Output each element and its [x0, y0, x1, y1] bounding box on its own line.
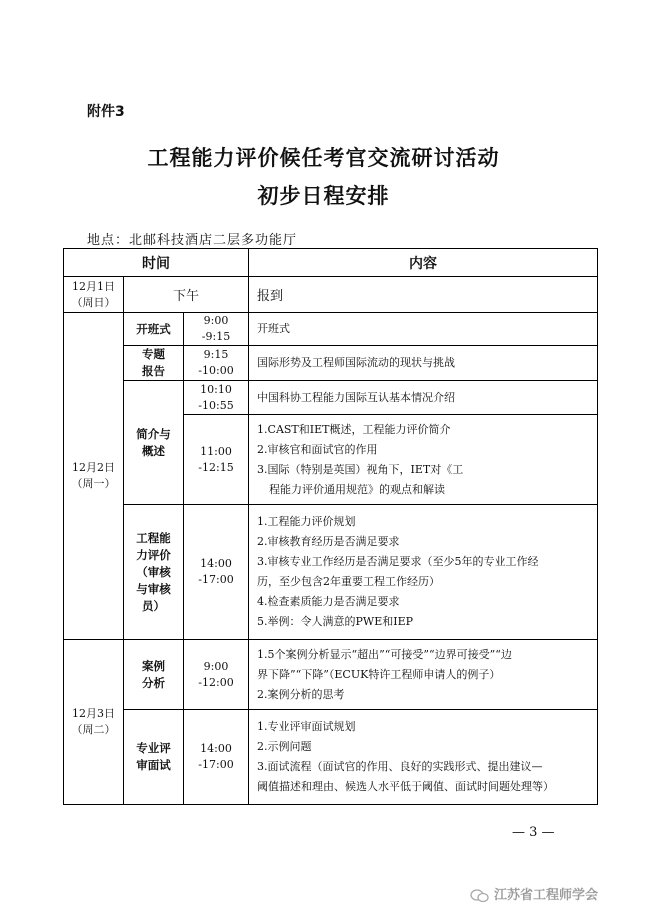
time-start: 10:10	[200, 382, 232, 396]
content-item: 中国科协工程能力国际互认基本情况介绍	[257, 390, 456, 404]
content-item: 1.5个案例分析显示“超出”“可接受”“边界可接受”“边	[257, 647, 512, 661]
day-weekday: （周日）	[71, 295, 116, 309]
content-cell	[249, 313, 598, 346]
activity-cell	[124, 381, 184, 505]
activity-cell	[124, 640, 184, 710]
activity-cell	[124, 505, 184, 640]
activity-line: （审核	[136, 564, 171, 579]
content-item: 2.示例问题	[257, 740, 312, 753]
table-row	[64, 640, 598, 710]
time-start: 9:00	[203, 659, 229, 673]
day-cell	[64, 640, 124, 805]
content-item: 2.审核官和面试官的作用	[257, 442, 378, 456]
activity-line: 概述	[142, 443, 165, 458]
content-item: 3.国际（特别是英国）视角下，IET对《工	[257, 462, 464, 476]
content-item: 4.检查素质能力是否满足要求	[257, 595, 400, 608]
content-cell	[249, 710, 598, 805]
document-title: 工程能力评价候任考官交流研讨活动	[147, 146, 500, 170]
time-start: 14:00	[200, 557, 232, 570]
time-end: -17:00	[198, 758, 234, 771]
time-end: -10:00	[198, 364, 234, 377]
content-item: 国际形势及工程师国际流动的现状与挑战	[257, 356, 456, 369]
table-header-row	[64, 249, 598, 277]
time-cell	[184, 710, 249, 805]
activity-cell	[124, 710, 184, 805]
content-cell: 报到	[249, 277, 598, 313]
content-cell	[249, 346, 598, 381]
watermark	[470, 884, 598, 903]
activity-line: 专题	[142, 347, 165, 361]
day-cell	[64, 313, 124, 640]
content-item: 1.工程能力评价规划	[257, 515, 356, 528]
time-cell	[184, 381, 249, 415]
table-row	[64, 710, 598, 805]
content-item: 3.审核专业工作经历是否满足要求（至少5年的专业工作经	[257, 555, 539, 568]
time-cell	[184, 505, 249, 640]
activity-line: 分析	[142, 675, 165, 690]
table-row	[64, 505, 598, 640]
content-item: 开班式	[257, 322, 291, 335]
table-row	[64, 313, 598, 346]
watermark-text: 江苏省工程师学会	[494, 888, 599, 903]
activity-line: 案例	[142, 658, 165, 673]
wechat-icon	[470, 889, 490, 903]
day-date: 12月2日	[72, 461, 115, 474]
day-date: 12月3日	[72, 707, 115, 720]
content-item: 程能力评价通用规范》的观点和解读	[269, 482, 446, 496]
time-end: -17:00	[198, 573, 234, 586]
time-start: 9:15	[203, 348, 229, 361]
day-weekday: （周二）	[71, 723, 116, 736]
table-row	[64, 381, 598, 415]
content-cell	[249, 381, 598, 415]
table-row	[64, 277, 598, 313]
time-start: 9:00	[203, 314, 229, 327]
content-item: 5.举例：令人满意的PWE和IEP	[257, 615, 414, 628]
content-item: 历，至少包含2年重要工程工作经历）	[257, 575, 441, 588]
content-item: 1.专业评审面试规划	[257, 720, 356, 733]
content-cell	[249, 415, 598, 505]
content-cell	[249, 640, 598, 710]
activity-line: 工程能	[136, 530, 171, 545]
document-subtitle: 初步日程安排	[257, 184, 390, 208]
activity-line: 报告	[142, 364, 165, 378]
content-item: 界下降”“下降”（ECUK特许工程师申请人的例子）	[257, 667, 501, 681]
page-number: — 3 —	[512, 825, 555, 840]
time-start: 14:00	[200, 742, 232, 755]
header-time: 时间	[64, 249, 249, 277]
activity-line: 简介与	[136, 426, 171, 441]
time-end: -9:15	[201, 330, 231, 343]
activity-line: 与审核	[136, 581, 171, 596]
time-end: -12:15	[198, 460, 234, 474]
period-cell: 下午	[124, 277, 249, 313]
activity-line: 开班式	[136, 321, 171, 336]
activity-line: 专业评	[136, 741, 171, 755]
header-content: 内容	[249, 249, 598, 277]
activity-cell	[124, 313, 184, 346]
time-start: 11:00	[200, 444, 232, 458]
time-cell	[184, 313, 249, 346]
activity-line: 力评价	[136, 547, 171, 562]
attachment-label: 附件3	[87, 104, 125, 120]
day-cell	[64, 277, 124, 313]
activity-cell	[124, 346, 184, 381]
day-weekday: （周一）	[71, 477, 116, 490]
location-text: 地点：北邮科技酒店二层多功能厅	[87, 233, 298, 248]
content-item: 2.审核教育经历是否满足要求	[257, 535, 400, 548]
time-end: -10:55	[198, 398, 234, 412]
content-item: 3.面试流程（面试官的作用、良好的实践形式、提出建议—	[257, 760, 543, 773]
content-item: 1.CAST和IET概述，工程能力评价简介	[257, 422, 451, 436]
activity-line: 审面试	[136, 758, 171, 772]
activity-line: 员）	[142, 598, 165, 613]
day-date: 12月1日	[72, 279, 115, 293]
time-end: -12:00	[198, 675, 234, 689]
time-cell	[184, 415, 249, 505]
time-cell	[184, 640, 249, 710]
time-cell	[184, 346, 249, 381]
schedule-table	[63, 248, 598, 805]
content-item: 2.案例分析的思考	[257, 687, 345, 701]
content-cell	[249, 505, 598, 640]
table-row	[64, 346, 598, 381]
content-item: 阈值描述和理由、候选人水平低于阈值、面试时间题处理等）	[257, 780, 555, 793]
